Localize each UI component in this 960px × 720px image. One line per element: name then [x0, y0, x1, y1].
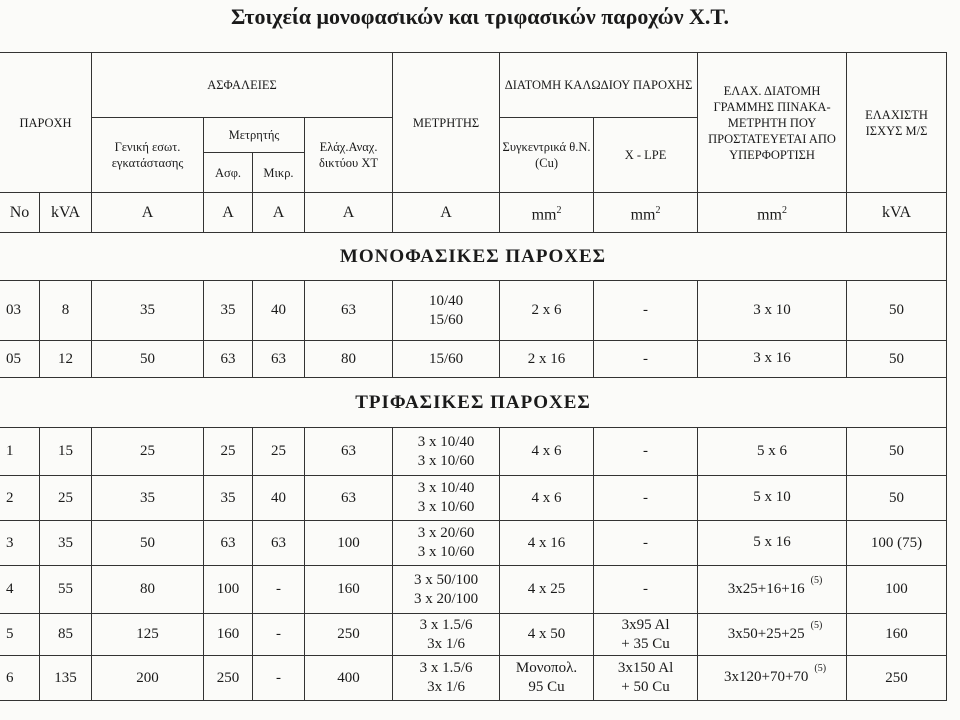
table-cell: 3 x 16 — [698, 341, 847, 378]
page-title: Στοιχεία μονοφασικών και τριφασικών παροχών Χ.Τ. — [231, 4, 729, 29]
table-row — [0, 566, 947, 614]
table-cell: 35 — [92, 281, 204, 341]
section-title-tri: ΤΡΙΦΑΣΙΚΕΣ ΠΑΡΟΧΕΣ — [0, 378, 947, 428]
table-cell: 40 — [253, 476, 305, 521]
table-cell: - — [253, 566, 305, 614]
table-cell: - — [594, 341, 698, 378]
table-cell: - — [594, 428, 698, 476]
table-cell: 85 — [40, 614, 92, 656]
table-cell: 10/40 15/60 — [393, 281, 500, 341]
table-cell: 2 x 6 — [500, 281, 594, 341]
header-diatomi-kalodiou: ΔΙΑΤΟΜΗ ΚΑΛΩΔΙΟΥ ΠΑΡΟΧΗΣ — [500, 53, 698, 118]
header-paroxi: ΠΑΡΟΧΗ — [0, 53, 92, 193]
table-row — [0, 281, 947, 341]
table-cell: 2 — [0, 476, 40, 521]
table-cell: 50 — [847, 281, 947, 341]
header-elax-diatomi: ΕΛΑΧ. ΔΙΑΤΟΜΗ ΓΡΑΜΜΗΣ ΠΙΝΑΚΑ-ΜΕΤΡΗΤΗ ΠΟΥ ΠΡΟΣΤΑΤΕΥΕΤΑΙ ΑΠΟ ΥΠΕΡΦΟΡΤΙΣΗ — [698, 53, 847, 193]
table-cell: 3x120+70+70$^{(5)}$ — [698, 656, 847, 701]
table-cell: 2 x 16 — [500, 341, 594, 378]
table-row — [0, 521, 947, 566]
table-cell: 3 x 20/60 3 x 10/60 — [393, 521, 500, 566]
table-cell: 8 — [40, 281, 92, 341]
table-cell: 15/60 — [393, 341, 500, 378]
table-cell: 100 (75) — [847, 521, 947, 566]
table-cell: 200 — [92, 656, 204, 701]
table-cell: - — [594, 281, 698, 341]
table-cell: 3x50+25+25$^{(5)}$ — [698, 614, 847, 656]
table-cell: 80 — [92, 566, 204, 614]
table-cell: 3 x 10 — [698, 281, 847, 341]
table-cell: 63 — [204, 521, 253, 566]
header-metritis-sub: Μετρητής — [204, 118, 305, 153]
table-cell: Μονοπολ. 95 Cu — [500, 656, 594, 701]
units-row — [0, 193, 947, 233]
table-cell: 63 — [305, 476, 393, 521]
table-row — [0, 476, 947, 521]
table-cell: 4 x 25 — [500, 566, 594, 614]
header-geniki: Γενική εσωτ. εγκατάστασης — [92, 118, 204, 193]
table-cell: 25 — [92, 428, 204, 476]
table-cell: 3x95 Al + 35 Cu — [594, 614, 698, 656]
table-cell: - — [594, 476, 698, 521]
table-cell: 3 x 50/100 3 x 20/100 — [393, 566, 500, 614]
header-elax-anax: Ελάχ.Αναχ. δικτύου ΧΤ — [305, 118, 393, 193]
table-cell: 35 — [204, 476, 253, 521]
table-cell: 35 — [40, 521, 92, 566]
table-cell: 135 — [40, 656, 92, 701]
table-cell: 3 x 10/40 3 x 10/60 — [393, 428, 500, 476]
table-cell: - — [253, 614, 305, 656]
table-cell: 35 — [204, 281, 253, 341]
table-cell: 5 x 10 — [698, 476, 847, 521]
table-row — [0, 656, 947, 701]
unit-a: A — [204, 193, 253, 233]
table-cell: 100 — [305, 521, 393, 566]
header-sygkentrika: Συγκεντρικά θ.Ν. (Cu) — [500, 118, 594, 193]
table-cell: 50 — [92, 521, 204, 566]
table-cell: 50 — [92, 341, 204, 378]
table-cell: - — [253, 656, 305, 701]
table-cell: 160 — [204, 614, 253, 656]
table-cell: 3 x 1.5/6 3x 1/6 — [393, 656, 500, 701]
table-cell: 63 — [253, 521, 305, 566]
table-cell: 50 — [847, 476, 947, 521]
table-cell: 100 — [847, 566, 947, 614]
section-title-mono: ΜΟΝΟΦΑΣΙΚΕΣ ΠΑΡΟΧΕΣ — [0, 233, 947, 281]
table-cell: 6 — [0, 656, 40, 701]
table-cell: 3 — [0, 521, 40, 566]
table-cell: 250 — [204, 656, 253, 701]
table-cell: - — [594, 521, 698, 566]
unit-mm2: $mm^2$ — [698, 193, 847, 233]
table-cell: 35 — [92, 476, 204, 521]
table-cell: 80 — [305, 341, 393, 378]
footnote-ref: (5) — [814, 663, 827, 674]
table-cell: 250 — [847, 656, 947, 701]
footnote-ref: (5) — [810, 574, 823, 586]
supply-table — [0, 52, 947, 701]
header-asf: Ασφ. — [204, 153, 253, 193]
table-cell: 50 — [847, 341, 947, 378]
table-cell: 5 — [0, 614, 40, 656]
unit-kva: kVA — [847, 193, 947, 233]
table-cell: 63 — [253, 341, 305, 378]
table-cell: 05 — [0, 341, 40, 378]
header-metritis: ΜΕΤΡΗΤΗΣ — [393, 53, 500, 193]
table-cell: 3 x 1.5/6 3x 1/6 — [393, 614, 500, 656]
header-elaxisti-isxys: ΕΛΑΧΙΣΤΗ ΙΣΧΥΣ Μ/Σ — [847, 53, 947, 193]
header-asfaleies: ΑΣΦΑΛΕΙΕΣ — [92, 53, 393, 118]
table-cell: 3x25+16+16$^{(5)}$ — [698, 566, 847, 614]
header-xlpe: X - LPE — [594, 118, 698, 193]
table-cell: 25 — [40, 476, 92, 521]
table-row — [0, 428, 947, 476]
unit-mm2: $mm^2$ — [500, 193, 594, 233]
table-cell: 4 x 6 — [500, 428, 594, 476]
table-cell: 15 — [40, 428, 92, 476]
table-cell: 160 — [847, 614, 947, 656]
table-cell: - — [594, 566, 698, 614]
table-cell: 250 — [305, 614, 393, 656]
unit-mm2: $mm^2$ — [594, 193, 698, 233]
table-cell: 63 — [204, 341, 253, 378]
table-cell: 4 x 6 — [500, 476, 594, 521]
table-cell: 3 x 10/40 3 x 10/60 — [393, 476, 500, 521]
table-cell: 5 x 16 — [698, 521, 847, 566]
table-cell: 125 — [92, 614, 204, 656]
table-row — [0, 341, 947, 378]
table-cell: 4 x 16 — [500, 521, 594, 566]
table-cell: 3x150 Al + 50 Cu — [594, 656, 698, 701]
table-cell: 25 — [253, 428, 305, 476]
unit-a: A — [305, 193, 393, 233]
table-cell: 50 — [847, 428, 947, 476]
unit-a: A — [92, 193, 204, 233]
table-cell: 03 — [0, 281, 40, 341]
table-cell: 1 — [0, 428, 40, 476]
table-cell: 25 — [204, 428, 253, 476]
footnote-ref: (5) — [810, 619, 823, 631]
table-cell: 40 — [253, 281, 305, 341]
table-cell: 12 — [40, 341, 92, 378]
table-cell: 160 — [305, 566, 393, 614]
unit-a: A — [393, 193, 500, 233]
table-cell: 63 — [305, 281, 393, 341]
table-cell: 400 — [305, 656, 393, 701]
unit-no: No — [0, 193, 40, 233]
unit-a: A — [253, 193, 305, 233]
header-mikr: Μικρ. — [253, 153, 305, 193]
table-row — [0, 614, 947, 656]
unit-kva: kVA — [40, 193, 92, 233]
table-cell: 100 — [204, 566, 253, 614]
table-cell: 5 x 6 — [698, 428, 847, 476]
table-cell: 4 x 50 — [500, 614, 594, 656]
table-cell: 63 — [305, 428, 393, 476]
table-cell: 55 — [40, 566, 92, 614]
table-cell: 4 — [0, 566, 40, 614]
